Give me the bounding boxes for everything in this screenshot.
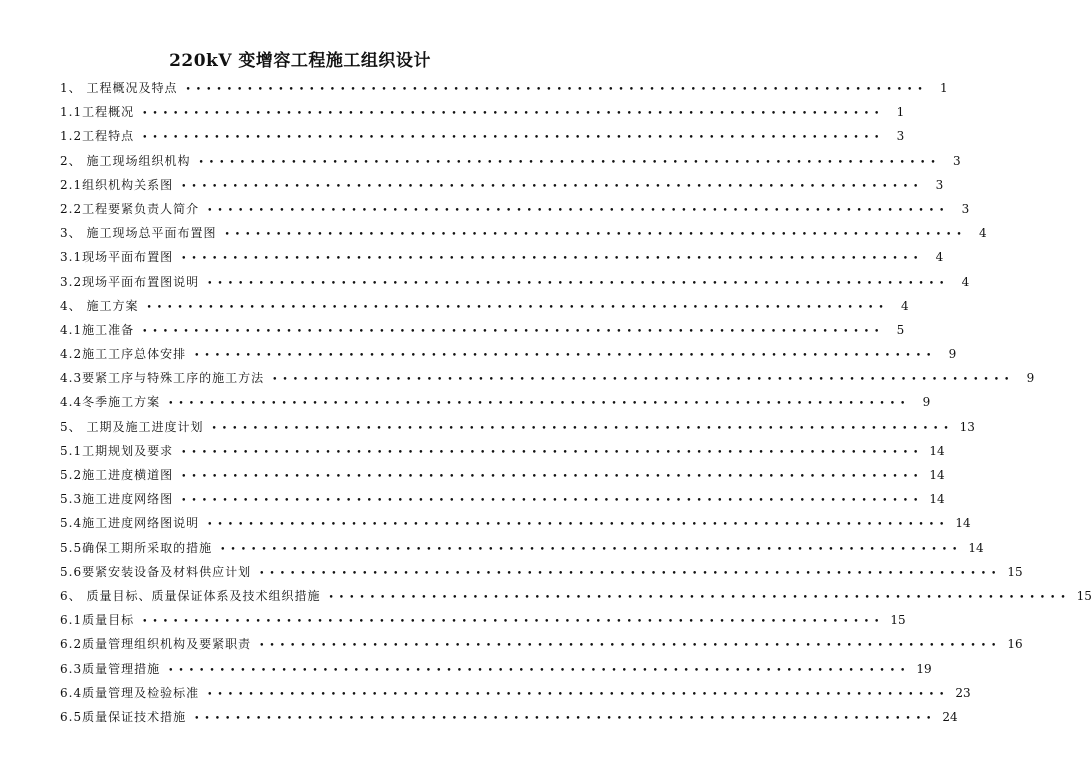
- toc-entry-label: 3.1现场平面布置图: [60, 250, 174, 265]
- toc-entry-page-number: 14: [929, 492, 945, 507]
- toc-entry: [60, 608, 906, 632]
- toc-entry: [60, 149, 961, 173]
- toc-leader-dots: ••••••••••••••••••••••••••••••••••••••••••••••••••••••••••••••••••••••••: [185, 85, 928, 95]
- toc-entry-page-number: 16: [1007, 637, 1023, 652]
- toc-entry: [60, 415, 975, 439]
- toc-entry-page-number: 9: [1026, 371, 1035, 386]
- toc-leader-dots: ••••••••••••••••••••••••••••••••••••••••••••••••••••••••••••••••••••••••: [194, 351, 937, 362]
- toc-entry-page-number: 4: [901, 298, 909, 313]
- toc-entry-page-number: 14: [929, 443, 945, 458]
- toc-entry: [60, 221, 987, 245]
- table-of-contents: [60, 76, 1092, 729]
- toc-entry: [60, 536, 984, 560]
- toc-entry: [60, 173, 944, 197]
- toc-leader-dots: ••••••••••••••••••••••••••••••••••••••••••••••••••••••••••••••••••••••••: [328, 592, 1071, 603]
- toc-entry: [60, 270, 970, 294]
- toc-leader-dots: ••••••••••••••••••••••••••••••••••••••••••••••••••••••••••••••••••••••••: [142, 133, 885, 144]
- toc-entry-label: 5.1工期规划及要求: [60, 443, 174, 458]
- toc-entry-page-number: 3: [896, 129, 905, 144]
- toc-entry-page-number: 23: [955, 685, 971, 700]
- toc-entry-page-number: 9: [948, 347, 957, 362]
- toc-leader-dots: ••••••••••••••••••••••••••••••••••••••••••••••••••••••••••••••••••••••••: [181, 447, 924, 458]
- toc-leader-dots: ••••••••••••••••••••••••••••••••••••••••••••••••••••••••••••••••••••••••: [211, 423, 954, 434]
- toc-leader-dots: ••••••••••••••••••••••••••••••••••••••••••••••••••••••••••••••••••••••••: [259, 568, 1002, 579]
- toc-leader-dots: ••••••••••••••••••••••••••••••••••••••••••••••••••••••••••••••••••••••••: [181, 181, 924, 192]
- toc-entry-label: 5.5确保工期所采取的措施: [60, 540, 213, 555]
- toc-entry: [60, 439, 945, 463]
- toc-entry-page-number: 14: [955, 516, 971, 531]
- toc-leader-dots: ••••••••••••••••••••••••••••••••••••••••••••••••••••••••••••••••••••••••: [142, 617, 885, 628]
- toc-leader-dots: ••••••••••••••••••••••••••••••••••••••••••••••••••••••••••••••••••••••••: [207, 205, 950, 216]
- toc-entry-page-number: 1: [940, 81, 948, 95]
- toc-leader-dots: ••••••••••••••••••••••••••••••••••••••••••••••••••••••••••••••••••••••••: [181, 254, 924, 265]
- toc-leader-dots: ••••••••••••••••••••••••••••••••••••••••••••••••••••••••••••••••••••••••: [259, 641, 1002, 652]
- toc-entry: [60, 342, 957, 366]
- toc-leader-dots: ••••••••••••••••••••••••••••••••••••••••••••••••••••••••••••••••••••••••: [181, 496, 924, 507]
- toc-entry: [60, 318, 905, 342]
- toc-entry-label: 2.1组织机构关系图: [60, 177, 174, 192]
- toc-entry-label: 1.1工程概况: [60, 105, 135, 120]
- toc-entry: [60, 632, 1023, 656]
- toc-entry: [60, 705, 958, 729]
- toc-entry-page-number: 3: [935, 177, 944, 192]
- toc-entry: [60, 560, 1023, 584]
- toc-entry: [60, 390, 931, 414]
- toc-entry: [60, 124, 905, 148]
- toc-entry-page-number: 24: [942, 709, 958, 724]
- toc-entry-page-number: 9: [922, 395, 931, 410]
- toc-entry-page-number: 15: [1007, 564, 1023, 579]
- toc-entry: [60, 511, 971, 535]
- toc-entry-label: 5.3施工进度网络图: [60, 492, 174, 507]
- toc-leader-dots: ••••••••••••••••••••••••••••••••••••••••••••••••••••••••••••••••••••••••: [272, 375, 1015, 386]
- toc-entry: [60, 245, 944, 269]
- toc-entry: [60, 366, 1035, 390]
- toc-entry-page-number: 4: [961, 274, 970, 289]
- toc-entry-page-number: 1: [896, 105, 905, 120]
- toc-entry-label: 6.2质量管理组织机构及要紧职责: [60, 637, 252, 652]
- toc-entry-label: 6.4质量管理及检验标准: [60, 685, 200, 700]
- toc-entry-label: 3、 施工现场总平面布置图: [60, 226, 217, 241]
- toc-entry-label: 6.3质量管理措施: [60, 661, 161, 676]
- toc-entry-label: 2.2工程要紧负责人简介: [60, 201, 200, 216]
- toc-entry-label: 6、 质量目标、质量保证体系及技术组织措施: [60, 588, 321, 603]
- toc-entry-page-number: 4: [979, 226, 987, 241]
- toc-entry-label: 5.6要紧安装设备及材料供应计划: [60, 564, 252, 579]
- toc-entry-label: 4.1施工准备: [60, 322, 135, 337]
- toc-leader-dots: ••••••••••••••••••••••••••••••••••••••••••••••••••••••••••••••••••••••••: [194, 713, 937, 724]
- toc-entry-page-number: 5: [896, 322, 905, 337]
- toc-leader-dots: ••••••••••••••••••••••••••••••••••••••••••••••••••••••••••••••••••••••••: [168, 665, 911, 676]
- toc-entry-label: 6.5质量保证技术措施: [60, 709, 187, 724]
- toc-leader-dots: ••••••••••••••••••••••••••••••••••••••••••••••••••••••••••••••••••••••••: [207, 689, 950, 700]
- toc-entry-page-number: 13: [959, 419, 975, 434]
- toc-entry: [60, 76, 948, 100]
- toc-leader-dots: ••••••••••••••••••••••••••••••••••••••••••••••••••••••••••••••••••••••••: [224, 230, 967, 241]
- toc-entry: [60, 681, 971, 705]
- toc-entry-label: 6.1质量目标: [60, 613, 135, 628]
- toc-entry-label: 3.2现场平面布置图说明: [60, 274, 200, 289]
- toc-leader-dots: ••••••••••••••••••••••••••••••••••••••••••••••••••••••••••••••••••••••••: [207, 278, 950, 289]
- toc-entry-label: 1.2工程特点: [60, 129, 135, 144]
- toc-entry: [60, 657, 932, 681]
- toc-entry-page-number: 19: [916, 661, 932, 676]
- toc-leader-dots: ••••••••••••••••••••••••••••••••••••••••••••••••••••••••••••••••••••••••: [142, 109, 885, 120]
- toc-entry-label: 4.2施工工序总体安排: [60, 347, 187, 362]
- toc-entry-page-number: 4: [935, 250, 944, 265]
- toc-entry-label: 4.4冬季施工方案: [60, 395, 161, 410]
- toc-entry-label: 1、 工程概况及特点: [60, 81, 178, 95]
- toc-entry: [60, 487, 945, 511]
- toc-entry-page-number: 14: [929, 468, 945, 482]
- document-title: 220kV 变增容工程施工组织设计: [169, 51, 431, 71]
- toc-entry-page-number: 3: [953, 153, 961, 168]
- toc-leader-dots: ••••••••••••••••••••••••••••••••••••••••••••••••••••••••••••••••••••••••: [220, 544, 963, 555]
- toc-entry: [60, 584, 1092, 608]
- toc-entry-page-number: 3: [961, 201, 970, 216]
- toc-entry: [60, 100, 905, 124]
- toc-entry-page-number: 14: [968, 540, 984, 555]
- toc-entry: [60, 463, 945, 487]
- toc-leader-dots: ••••••••••••••••••••••••••••••••••••••••••••••••••••••••••••••••••••••••: [207, 520, 950, 531]
- toc-entry-label: 4.3要紧工序与特殊工序的施工方法: [60, 371, 265, 386]
- toc-leader-dots: ••••••••••••••••••••••••••••••••••••••••••••••••••••••••••••••••••••••••: [142, 326, 885, 337]
- toc-entry-label: 5.4施工进度网络图说明: [60, 516, 200, 531]
- toc-entry-label: 4、 施工方案: [60, 298, 139, 313]
- toc-entry-label: 5.2施工进度横道图: [60, 468, 174, 482]
- toc-leader-dots: ••••••••••••••••••••••••••••••••••••••••••••••••••••••••••••••••••••••••: [181, 472, 924, 482]
- toc-leader-dots: ••••••••••••••••••••••••••••••••••••••••••••••••••••••••••••••••••••••••: [146, 302, 889, 313]
- toc-entry-label: 5、 工期及施工进度计划: [60, 419, 204, 434]
- toc-leader-dots: ••••••••••••••••••••••••••••••••••••••••••••••••••••••••••••••••••••••••: [198, 157, 941, 168]
- toc-entry-page-number: 15: [1076, 588, 1092, 603]
- toc-entry: [60, 294, 909, 318]
- toc-entry-page-number: 15: [890, 613, 906, 628]
- toc-entry-label: 2、 施工现场组织机构: [60, 153, 191, 168]
- toc-entry: [60, 197, 970, 221]
- toc-leader-dots: ••••••••••••••••••••••••••••••••••••••••••••••••••••••••••••••••••••••••: [168, 399, 911, 410]
